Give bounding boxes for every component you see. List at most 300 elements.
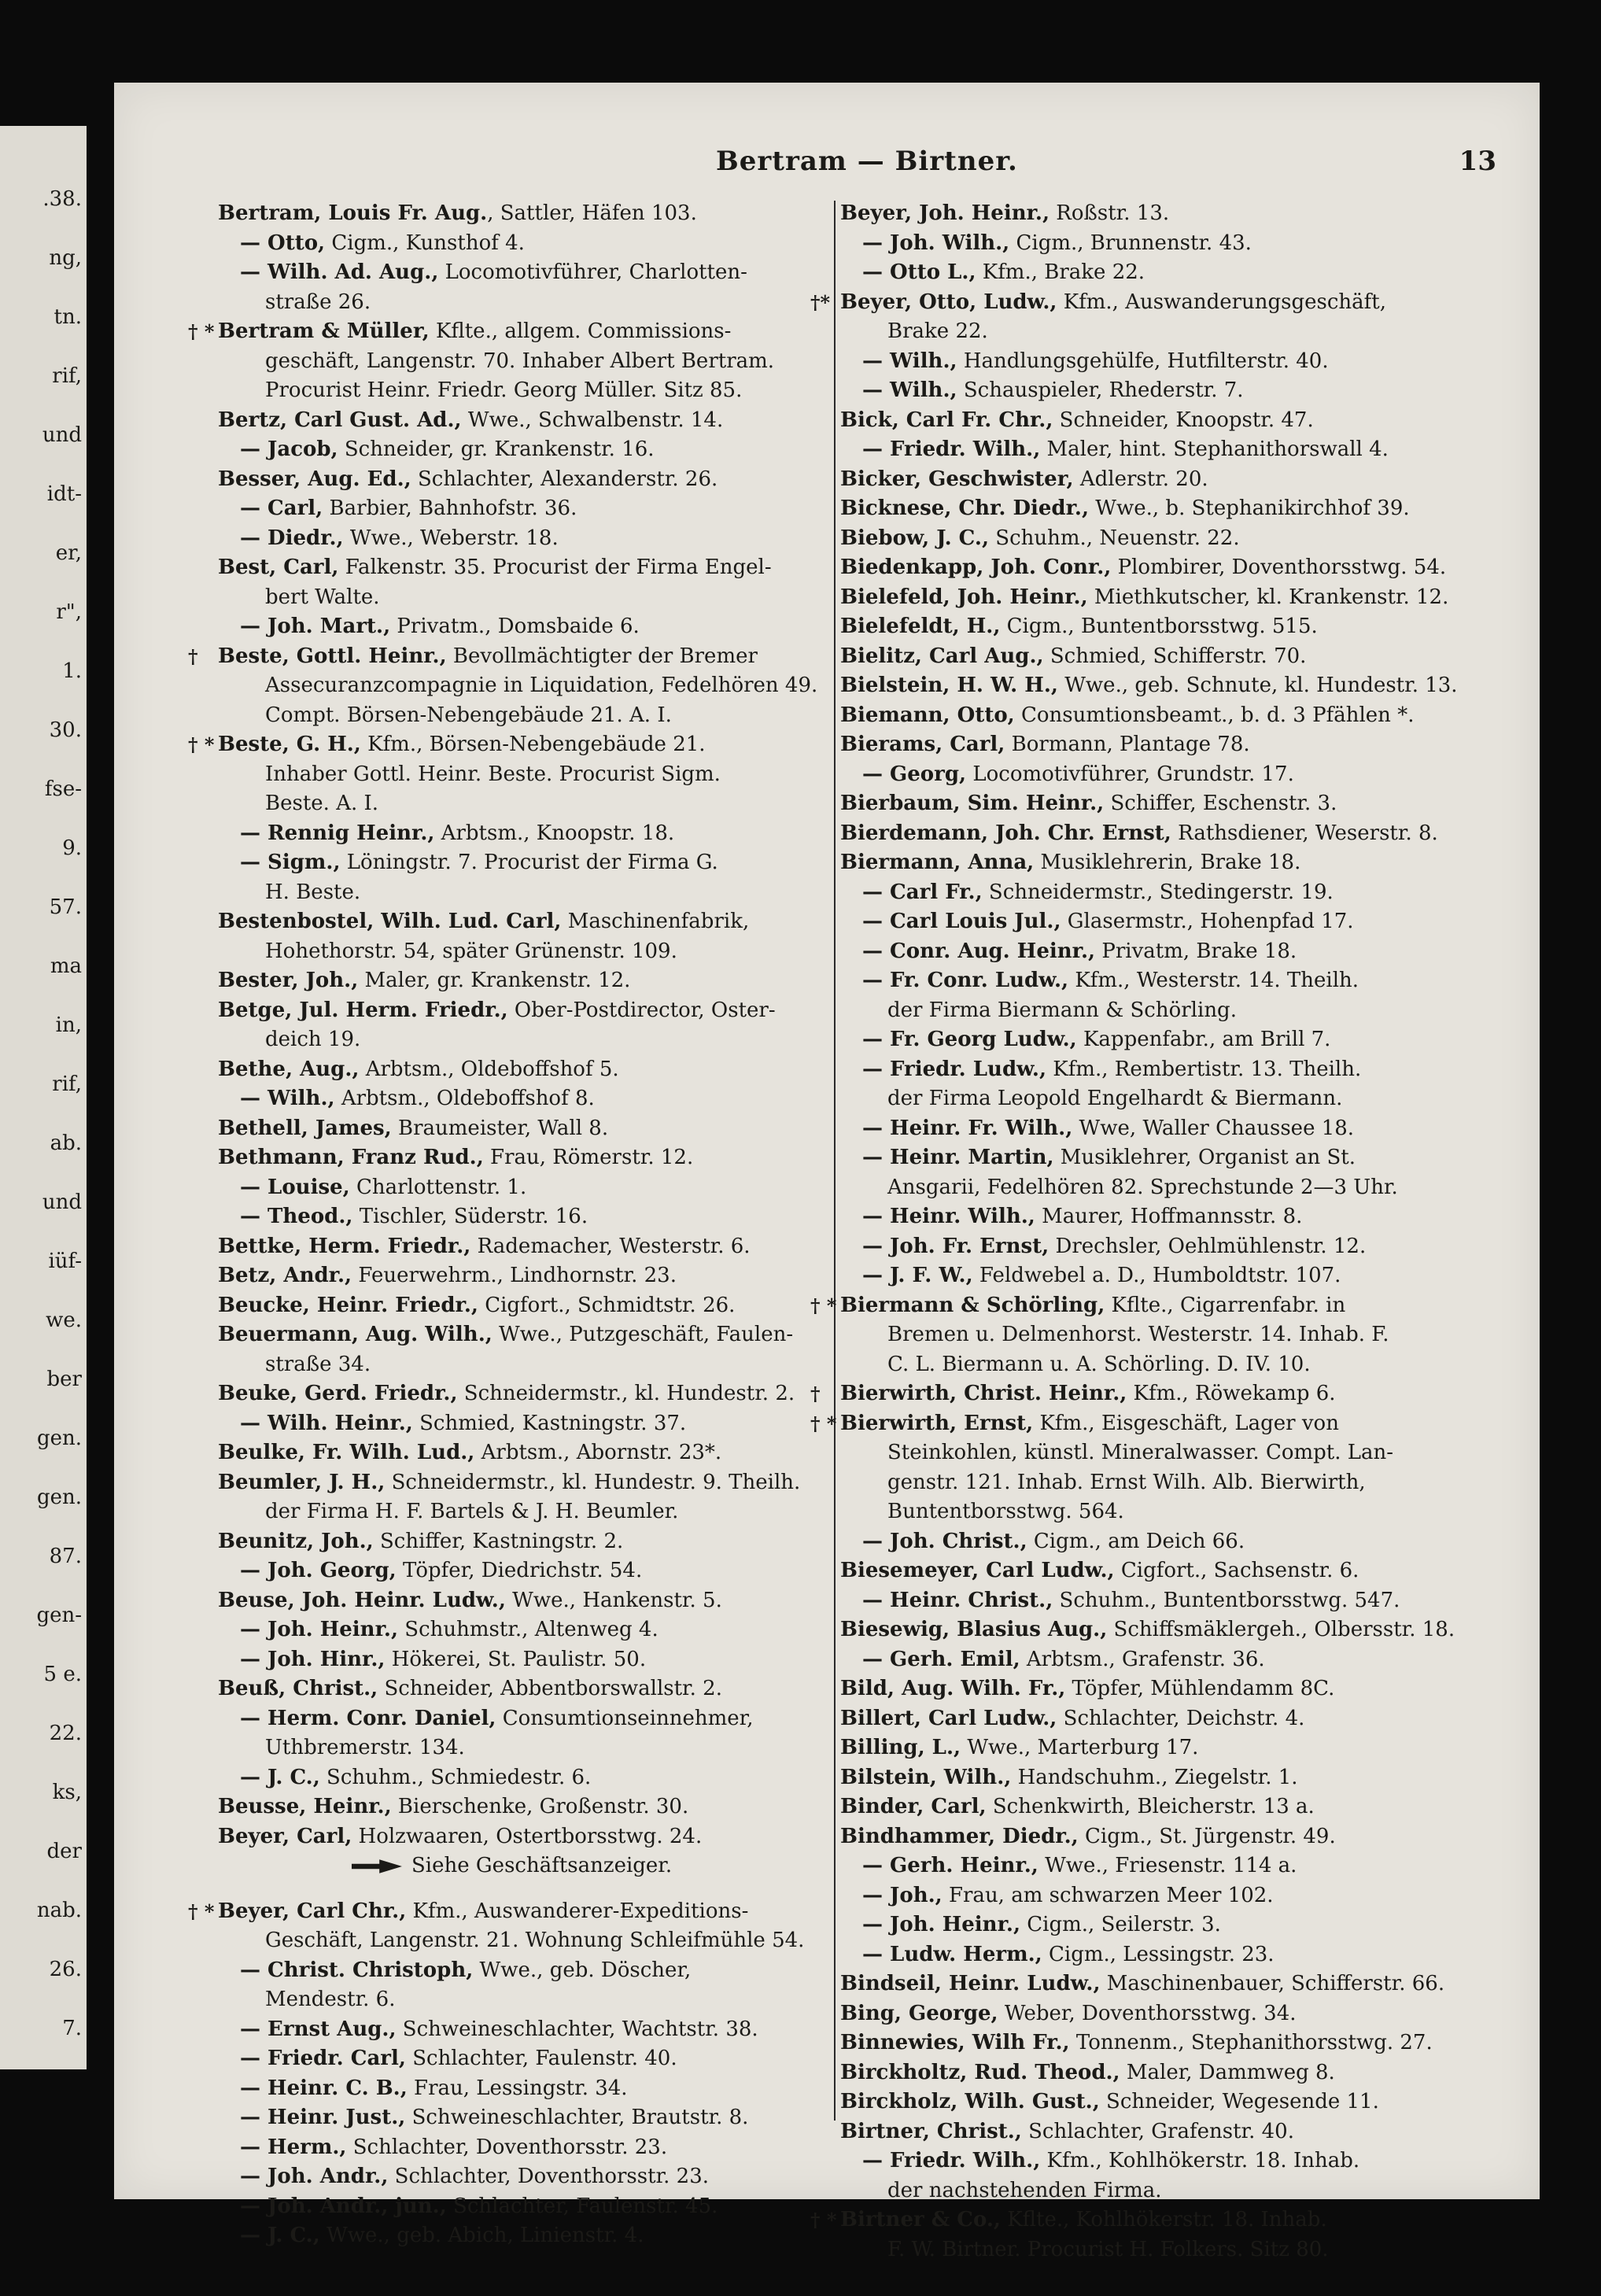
directory-entry — [840, 583, 1449, 613]
entry-details: Schneidermstr., Stedingerstr. 19. — [982, 880, 1334, 904]
margin-fragment: 5 e. — [43, 1663, 82, 1686]
margin-fragment: 22. — [49, 1722, 82, 1745]
entry-name: Beuermann, Aug. Wilh., — [218, 1323, 492, 1346]
entry-details: Schlachter, Doventhorsstr. 23. — [388, 2165, 709, 2188]
directory-line — [218, 1956, 820, 1986]
directory-line — [218, 1733, 820, 1763]
entry-name: — Herm., — [240, 2135, 347, 2159]
entry-name: Bierams, Carl, — [840, 733, 1005, 756]
entry-details: Drechsler, Oehlmühlenstr. 12. — [1049, 1234, 1367, 1258]
entry-details: Rademacher, Westerstr. 6. — [470, 1234, 751, 1258]
margin-fragment: der — [46, 1840, 82, 1863]
entry-details: straße 34. — [265, 1352, 371, 1376]
entry-name: — Georg, — [862, 762, 967, 786]
entry-details: Kfm., Auswanderer-Expeditions- — [406, 1899, 749, 1923]
entry-name: Bierdemann, Joh. Chr. Ernst, — [840, 821, 1171, 845]
entry-details: Steinkohlen, künstl. Mineralwasser. Compt. Lan- — [887, 1441, 1394, 1464]
entry-details: Privatm, Brake 18. — [1095, 939, 1297, 963]
directory-entry — [840, 671, 1458, 701]
directory-line — [218, 848, 820, 878]
entry-details: der Firma Leopold Engelhardt & Biermann. — [887, 1087, 1343, 1110]
directory-entry — [810, 1409, 1442, 1439]
entry-details: Beste. A. I. — [265, 792, 379, 815]
entry-details: Locomotivführer, Charlotten- — [438, 260, 747, 284]
directory-entry — [218, 465, 820, 495]
directory-entry — [810, 1291, 1442, 1321]
entry-name: Binder, Carl, — [840, 1795, 987, 1818]
entry-marker: † — [810, 1382, 821, 1405]
entry-name: Biedenkapp, Joh. Conr., — [840, 556, 1112, 579]
directory-line — [218, 1704, 820, 1734]
entry-details: Kappenfabr., am Brill 7. — [1076, 1028, 1331, 1051]
directory-line — [218, 524, 820, 554]
entry-name: — Sigm., — [240, 851, 341, 874]
margin-fragment: iüf- — [48, 1250, 82, 1273]
margin-fragment: r", — [56, 600, 82, 624]
entry-details: Inhaber Gottl. Heinr. Beste. Procurist Sigm. — [265, 762, 721, 786]
directory-entry — [840, 848, 1442, 878]
directory-entry — [840, 2117, 1442, 2147]
entry-details: Cigm., Brunnenstr. 43. — [1009, 231, 1252, 255]
margin-fragment: ma — [50, 954, 82, 978]
entry-details: Schlachter, Faulenstr. 40. — [405, 2047, 677, 2070]
directory-line — [840, 1910, 1442, 1940]
entry-name: Beuse, Joh. Heinr. Ludw., — [218, 1588, 506, 1612]
directory-line — [218, 1497, 820, 1527]
adjacent-page-fragment — [0, 126, 87, 2069]
entry-details: Schneidermstr., kl. Hundestr. 2. — [457, 1382, 795, 1405]
margin-fragment: gen. — [36, 1486, 82, 1509]
entry-name: Bielitz, Carl Aug., — [840, 644, 1044, 668]
entry-name: Bindseil, Heinr. Ludw., — [840, 1972, 1101, 1995]
entry-details: Arbtsm., Grafenstr. 36. — [1020, 1647, 1265, 1671]
directory-entry — [218, 1527, 820, 1557]
directory-entry — [188, 730, 820, 760]
margin-fragment: er, — [55, 541, 82, 565]
entry-details: Mendestr. 6. — [265, 1988, 396, 2011]
directory-entry — [840, 465, 1442, 495]
entry-name: Beste, Gottl. Heinr., — [218, 644, 447, 668]
directory-entry — [218, 553, 820, 583]
entry-name: Beyer, Carl Chr., — [218, 1899, 407, 1923]
entry-name: — Christ. Christoph, — [240, 1958, 474, 1982]
margin-fragment: fse- — [44, 777, 82, 801]
margin-fragment: 9. — [62, 836, 82, 860]
entry-details: Buntentborsstwg. 564. — [887, 1500, 1124, 1523]
page-title: Bertram — Birtner. — [716, 146, 1018, 177]
directory-line — [840, 1350, 1442, 1380]
entry-details: Kfm., Brake 22. — [976, 260, 1145, 284]
entry-name: Beucke, Heinr. Friedr., — [218, 1293, 478, 1317]
entry-details: Cigfort., Sachsenstr. 6. — [1114, 1559, 1359, 1582]
entry-marker: † * — [188, 1899, 215, 1923]
directory-line — [840, 1084, 1442, 1114]
entry-details: Schmied, Schifferstr. 70. — [1043, 644, 1307, 668]
entry-name: Biermann, Anna, — [840, 851, 1035, 874]
entry-name: — Otto L., — [862, 260, 976, 284]
entry-name: — Ludw. Herm., — [862, 1942, 1042, 1966]
directory-entry — [810, 1379, 1442, 1409]
entry-name: — Heinr. Just., — [240, 2106, 406, 2129]
entry-details: Frau, am schwarzen Meer 102. — [942, 1883, 1274, 1907]
directory-entry — [218, 199, 820, 229]
entry-details: Handschuhm., Ziegelstr. 1. — [1011, 1765, 1298, 1789]
directory-line — [840, 1586, 1442, 1616]
entry-details: Cigm., Kunsthof 4. — [325, 231, 525, 255]
directory-line — [218, 583, 820, 613]
entry-details: Schiffer, Eschenstr. 3. — [1104, 792, 1337, 815]
entry-name: Bierwirth, Christ. Heinr., — [840, 1382, 1127, 1405]
directory-entry — [840, 730, 1442, 760]
entry-name: — Joh. Fr. Ernst, — [862, 1234, 1050, 1258]
entry-name: — Heinr. Fr. Wilh., — [862, 1116, 1073, 1140]
directory-line — [218, 2074, 820, 2104]
left-column — [188, 199, 820, 2251]
entry-details: Schweineschlachter, Brautstr. 8. — [405, 2106, 749, 2129]
directory-line — [218, 1409, 820, 1439]
entry-details: Wwe., geb. Döscher, — [473, 1958, 692, 1982]
entry-details: Kfm., Eisgeschäft, Lager von — [1033, 1411, 1339, 1435]
margin-fragment: .38. — [42, 187, 82, 211]
entry-details: Glasermstr., Hohenpfad 17. — [1061, 910, 1354, 933]
entry-details: Kflte., Cigarrenfabr. in — [1105, 1293, 1346, 1317]
entry-name: Beste, G. H., — [218, 733, 361, 756]
directory-entry — [840, 2058, 1442, 2088]
directory-entry — [218, 1674, 820, 1704]
entry-name: Bierbaum, Sim. Heinr., — [840, 792, 1105, 815]
entry-name: — Joh. Wilh., — [862, 231, 1010, 255]
running-header — [114, 146, 1540, 185]
directory-entry — [840, 1556, 1442, 1586]
entry-name: Birtner, Christ., — [840, 2119, 1022, 2143]
directory-line — [840, 258, 1442, 288]
margin-fragment: rif, — [52, 364, 82, 388]
directory-line — [840, 1055, 1442, 1085]
directory-line — [218, 229, 820, 259]
entry-name: — Ernst Aug., — [240, 2017, 397, 2041]
directory-entry — [840, 642, 1442, 672]
entry-details: Maler, gr. Krankenstr. 12. — [358, 969, 631, 992]
entry-details: Schiffsmäklergeh., Olbersstr. 18. — [1107, 1618, 1455, 1641]
entry-details: Wwe., geb. Schnute, kl. Hundestr. 13. — [1057, 674, 1458, 697]
directory-entry — [840, 1969, 1445, 1999]
entry-details: Wwe., Weberstr. 18. — [343, 526, 559, 550]
entry-name: — Fr. Conr. Ludw., — [862, 969, 1069, 992]
directory-line — [840, 907, 1442, 937]
directory-line — [840, 1025, 1442, 1055]
entry-marker: † * — [188, 320, 215, 343]
entry-name: Biesemeyer, Carl Ludw., — [840, 1559, 1115, 1582]
entry-details: Falkenstr. 35. Procurist der Firma Engel- — [338, 556, 772, 579]
entry-details: geschäft, Langenstr. 70. Inhaber Albert Bertram. — [265, 349, 775, 373]
directory-line — [218, 701, 820, 731]
directory-line — [218, 494, 820, 524]
entry-name: — Joh., — [862, 1883, 943, 1907]
entry-name: — Wilh. Ad. Aug., — [240, 260, 439, 284]
directory-entry — [810, 2206, 1442, 2235]
entry-details: Schlachter, Faulenstr. 45. — [446, 2194, 718, 2218]
entry-name: Beuke, Gerd. Friedr., — [218, 1382, 458, 1405]
entry-name: — Joh. Mart., — [240, 615, 391, 638]
entry-details: Compt. Börsen-Nebengebäude 21. A. I. — [265, 703, 672, 727]
entry-details: , Sattler, Häfen 103. — [487, 201, 697, 225]
entry-details: Cigm., Buntentborsstwg. 515. — [1000, 615, 1318, 638]
directory-line — [840, 760, 1442, 790]
directory-line — [840, 1232, 1442, 1262]
entry-name: — Heinr. C. B., — [240, 2076, 408, 2100]
directory-entry — [840, 1792, 1442, 1822]
directory-line — [218, 1350, 820, 1380]
entry-details: Töpfer, Mühlendamm 8C. — [1065, 1677, 1335, 1700]
directory-line — [840, 1143, 1442, 1173]
entry-details: Tonnenm., Stephanithorsstwg. 27. — [1069, 2031, 1433, 2054]
entry-details: Kfm., Kohlhökerstr. 18. Inhab. — [1040, 2149, 1360, 2172]
entry-details: bert Walte. — [265, 585, 380, 609]
entry-details: Handlungsgehülfe, Hutfilterstr. 40. — [957, 349, 1329, 373]
directory-line — [840, 1645, 1442, 1675]
entry-details: Schuhmstr., Altenweg 4. — [398, 1618, 658, 1641]
entry-name: Bethmann, Franz Rud., — [218, 1146, 484, 1169]
entry-name: — Friedr. Carl, — [240, 2047, 406, 2070]
entry-name: Bester, Joh., — [218, 969, 359, 992]
entry-name: Beulke, Fr. Wilh. Lud., — [218, 1441, 475, 1464]
entry-details: Plombirer, Doventhorsstwg. 54. — [1111, 556, 1447, 579]
entry-details: Schmied, Kastningstr. 37. — [412, 1411, 687, 1435]
entry-name: Bertram, Louis Fr. Aug. — [218, 201, 488, 225]
entry-name: Beumler, J. H., — [218, 1470, 385, 1494]
entry-details: Löningstr. 7. Procurist der Firma G. — [340, 851, 718, 874]
entry-name: — Carl, — [240, 496, 323, 520]
margin-fragment: ber — [46, 1368, 82, 1391]
margin-fragment: 30. — [49, 718, 82, 742]
directory-entry — [218, 1261, 820, 1291]
entry-details: Kfm., Rembertistr. 13. Theilh. — [1046, 1057, 1362, 1081]
directory-line — [218, 1645, 820, 1675]
entry-details: Feuerwehrm., Lindhornstr. 23. — [352, 1264, 677, 1287]
directory-entry — [218, 1438, 820, 1468]
directory-entry — [810, 288, 1442, 318]
directory-entry — [218, 1792, 820, 1822]
margin-fragment: rif, — [52, 1072, 82, 1096]
entry-details: Maler, hint. Stephanithorswall 4. — [1040, 437, 1389, 461]
directory-line — [840, 317, 1442, 347]
directory-entry — [840, 406, 1442, 436]
entry-details: Schlachter, Grafenstr. 40. — [1021, 2119, 1294, 2143]
entry-details: Schuhm., Schmiedestr. 6. — [319, 1765, 592, 1789]
margin-fragment: ks, — [52, 1781, 82, 1804]
directory-line — [218, 1763, 820, 1793]
entry-details: Maurer, Hoffmannsstr. 8. — [1035, 1205, 1303, 1228]
directory-entry — [840, 1999, 1442, 2029]
entry-details: Schenkwirth, Bleicherstr. 13 a. — [986, 1795, 1315, 1818]
margin-fragment: nab. — [36, 1899, 82, 1922]
entry-details: Adlerstr. 20. — [1073, 467, 1208, 491]
entry-details: Wwe., Hankenstr. 5. — [505, 1588, 722, 1612]
directory-line — [840, 347, 1442, 377]
entry-details: Locomotivführer, Grundstr. 17. — [966, 762, 1294, 786]
entry-details: Musiklehrer, Organist an St. — [1053, 1146, 1356, 1169]
entry-name: Bielstein, H. W. H., — [840, 674, 1058, 697]
directory-entry — [840, 1674, 1442, 1704]
entry-name: Bicknese, Chr. Diedr., — [840, 496, 1089, 520]
entry-name: — Wilh., — [862, 349, 957, 373]
entry-details: Maler, Dammweg 8. — [1120, 2060, 1335, 2084]
entry-details: Cigm., St. Jürgenstr. 49. — [1078, 1824, 1336, 1848]
entry-details: C. L. Biermann u. A. Schörling. D. IV. 10. — [887, 1352, 1311, 1376]
entry-name: Beusse, Heinr., — [218, 1795, 392, 1818]
directory-line — [840, 2147, 1442, 2176]
entry-details: Kfm., Auswanderungsgeschäft, — [1057, 290, 1387, 314]
entry-name: Birckholtz, Rud. Theod., — [840, 2060, 1120, 2084]
entry-name: Bicker, Geschwister, — [840, 467, 1074, 491]
directory-entry — [218, 1468, 820, 1498]
entry-name: — Heinr. Wilh., — [862, 1205, 1035, 1228]
entry-details: genstr. 121. Inhab. Ernst Wilh. Alb. Bierwirth, — [887, 1470, 1366, 1494]
entry-name: Bettke, Herm. Friedr., — [218, 1234, 471, 1258]
directory-line — [218, 1615, 820, 1645]
directory-entry — [840, 494, 1442, 524]
directory-line — [840, 2235, 1442, 2265]
entry-details: Kfm., Westerstr. 14. Theilh. — [1068, 969, 1359, 992]
directory-entry — [840, 1704, 1442, 1734]
directory-entry — [840, 2087, 1442, 2117]
entry-details: Consumtionseinnehmer, — [496, 1706, 754, 1730]
column-divider — [834, 201, 836, 2121]
entry-details: Schuhm., Neuenstr. 22. — [989, 526, 1240, 550]
margin-fragment: und — [42, 423, 82, 447]
entry-details: Ansgarii, Fedelhören 82. Sprechstunde 2—3 Uhr. — [887, 1175, 1398, 1199]
entry-name: — Conr. Aug. Heinr., — [862, 939, 1096, 963]
margin-fragment: gen- — [36, 1604, 82, 1627]
entry-details: straße 26. — [265, 290, 371, 314]
margin-fragment: ng, — [49, 246, 82, 270]
entry-name: — J. F. W., — [862, 1264, 973, 1287]
entry-details: Cigm., Lessingstr. 23. — [1042, 1942, 1275, 1966]
entry-name: Biebow, J. C., — [840, 526, 990, 550]
entry-name: Betge, Jul. Herm. Friedr., — [218, 998, 508, 1022]
entry-name: Bing, George, — [840, 2001, 998, 2025]
directory-entry — [840, 1822, 1442, 1852]
entry-details: Wwe., Schwalbenstr. 14. — [461, 408, 724, 432]
entry-name: Beyer, Otto, Ludw., — [840, 290, 1057, 314]
entry-details: Schlachter, Alexanderstr. 26. — [411, 467, 718, 491]
entry-details: Wwe., Putzgeschäft, Faulen- — [492, 1323, 794, 1346]
entry-name: — Carl Louis Jul., — [862, 910, 1061, 933]
entry-details: Wwe., Friesenstr. 114 a. — [1038, 1854, 1297, 1877]
directory-line — [218, 878, 820, 908]
pointing-hand-icon — [352, 1858, 402, 1875]
directory-line — [218, 1985, 820, 2015]
directory-line — [840, 1881, 1442, 1911]
entry-marker: † * — [188, 733, 215, 756]
directory-entry — [840, 701, 1442, 731]
directory-entry — [840, 789, 1442, 819]
entry-name: Bertz, Carl Gust. Ad., — [218, 408, 462, 432]
directory-line — [840, 1320, 1442, 1350]
entry-details: Kfm., Röwekamp 6. — [1127, 1382, 1336, 1405]
entry-details: Roßstr. 13. — [1050, 201, 1170, 225]
entry-name: — Louise, — [240, 1175, 350, 1199]
directory-entry — [218, 966, 820, 996]
directory-entry — [840, 2028, 1442, 2058]
entry-details: Weber, Doventhorsstwg. 34. — [998, 2001, 1297, 2025]
directory-line — [218, 1202, 820, 1232]
entry-name: Beyer, Carl, — [218, 1824, 352, 1848]
entry-name: Besser, Aug. Ed., — [218, 467, 411, 491]
directory-line — [840, 1261, 1442, 1291]
entry-details: Schneider, gr. Krankenstr. 16. — [338, 437, 655, 461]
directory-line — [218, 789, 820, 819]
directory-entry — [218, 1586, 820, 1616]
directory-line — [218, 937, 820, 967]
entry-name: Bielefeldt, H., — [840, 615, 1001, 638]
entry-name: Beyer, Joh. Heinr., — [840, 201, 1050, 225]
entry-details: Hohethorstr. 54, später Grünenstr. 109. — [265, 939, 677, 963]
entry-details: Bremen u. Delmenhorst. Westerstr. 14. Inhab. F. — [887, 1323, 1389, 1346]
cross-reference — [218, 1851, 820, 1881]
entry-name: Birckholz, Wilh. Gust., — [840, 2090, 1100, 2113]
entry-name: — Wilh., — [862, 378, 957, 402]
entry-details: Frau, Römerstr. 12. — [483, 1146, 694, 1169]
entry-details: Hökerei, St. Paulistr. 50. — [385, 1647, 647, 1671]
entry-details: Siehe Geschäftsanzeiger. — [411, 1854, 673, 1877]
entry-details: Frau, Lessingstr. 34. — [407, 2076, 628, 2100]
entry-details: Arbtsm., Oldeboffshof 8. — [334, 1087, 595, 1110]
directory-line — [218, 2015, 820, 2045]
margin-fragment: und — [42, 1190, 82, 1214]
entry-details: Ober-Postdirector, Oster- — [507, 998, 776, 1022]
entry-name: — Rennig Heinr., — [240, 821, 435, 845]
directory-entry — [218, 907, 820, 937]
entry-name: — Theod., — [240, 1205, 353, 1228]
margin-fragment: 57. — [49, 895, 82, 919]
entry-details: Schiffer, Kastningstr. 2. — [373, 1529, 624, 1553]
entry-marker: † — [188, 644, 198, 668]
entry-name: — Joh. Heinr., — [240, 1618, 399, 1641]
directory-line — [840, 1940, 1442, 1970]
entry-details: Geschäft, Langenstr. 21. Wohnung Schleifmühle 54. — [265, 1929, 805, 1952]
entry-details: Kflte., Kohlhökerstr. 18. Inhab. — [1000, 2208, 1327, 2231]
directory-line — [840, 1173, 1442, 1203]
directory-line — [840, 878, 1442, 908]
directory-line — [218, 435, 820, 465]
entry-details: Schauspieler, Rhederstr. 7. — [957, 378, 1244, 402]
directory-line — [840, 1468, 1442, 1498]
entry-details: Schneidermstr., kl. Hundestr. 9. Theilh. — [385, 1470, 801, 1494]
entry-details: Kflte., allgem. Commissions- — [429, 319, 732, 343]
margin-fragment: we. — [46, 1309, 82, 1332]
entry-details: der Firma Biermann & Schörling. — [887, 998, 1237, 1022]
entry-details: Miethkutscher, kl. Krankenstr. 12. — [1087, 585, 1449, 609]
entry-name: — Carl Fr., — [862, 880, 983, 904]
entry-marker: † * — [810, 2209, 837, 2231]
directory-entry — [840, 1733, 1442, 1763]
entry-details: Cigm., Seilerstr. 3. — [1020, 1913, 1221, 1936]
margin-fragment: in, — [55, 1013, 82, 1037]
entry-name: Biermann & Schörling, — [840, 1293, 1105, 1317]
entry-name: — Otto, — [240, 231, 326, 255]
entry-details: Arbtsm., Oldeboffshof 5. — [359, 1057, 619, 1081]
entry-details: Schneider, Knoopstr. 47. — [1053, 408, 1314, 432]
entry-details: Braumeister, Wall 8. — [391, 1116, 609, 1140]
directory-entry — [840, 199, 1442, 229]
entry-details: Musiklehrerin, Brake 18. — [1034, 851, 1301, 874]
entry-name: Billing, L., — [840, 1736, 961, 1759]
directory-entry — [218, 1822, 820, 1852]
directory-entry — [218, 996, 820, 1026]
entry-name: — Joh. Christ., — [862, 1529, 1027, 1553]
entry-name: — Joh. Andr., — [240, 2165, 389, 2188]
